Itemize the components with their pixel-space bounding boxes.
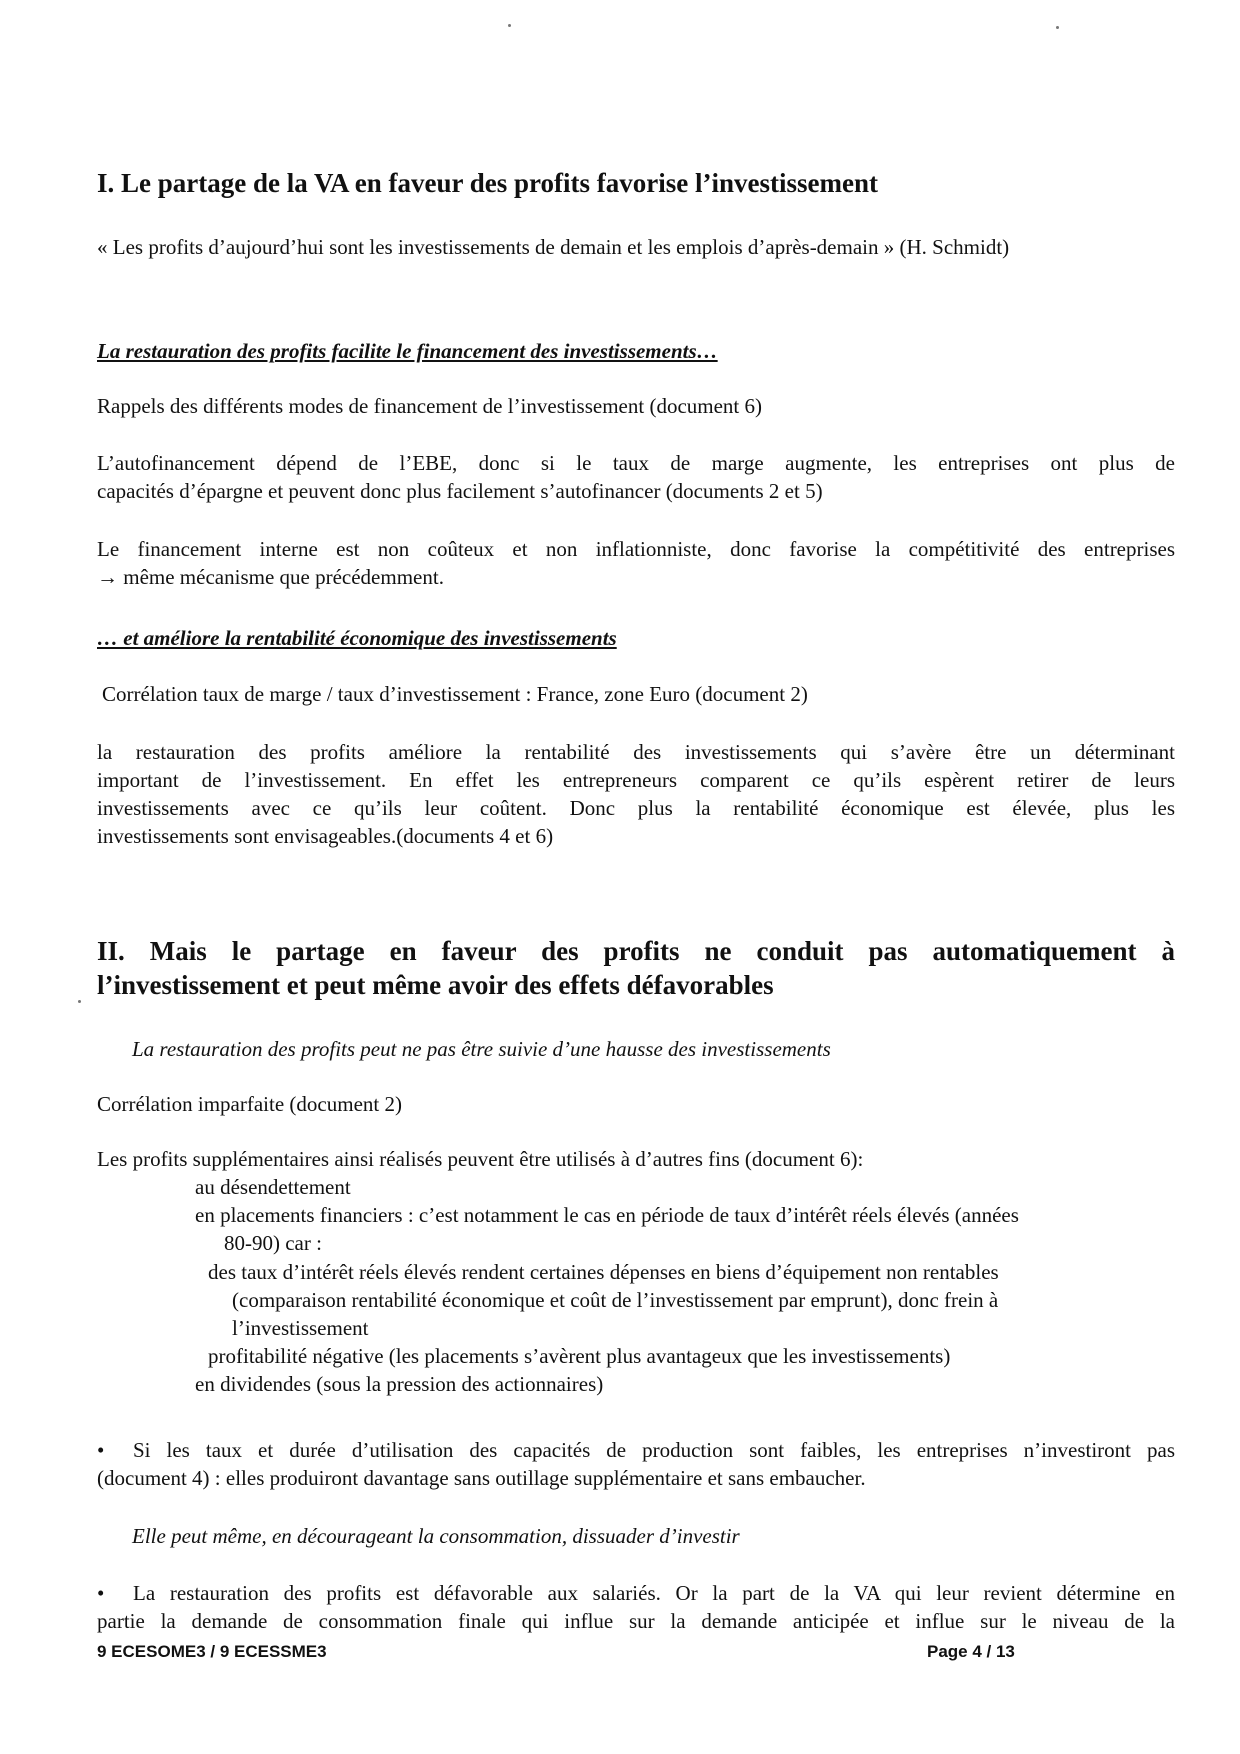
subheading-rentabilite: … et améliore la rentabilité économique des investissements	[97, 626, 617, 650]
paragraph: Corrélation taux de marge / taux d’investissement : France, zone Euro (document 2)	[102, 682, 808, 706]
list-item-continued: 80-90) car :	[224, 1231, 322, 1255]
text-line: investissements sont envisageables.(documents 4 et 6)	[97, 824, 554, 848]
paragraph	[97, 738, 1175, 850]
list-item: en dividendes (sous la pression des actionnaires)	[195, 1372, 604, 1396]
title-line: II. Mais le partage en faveur des profits ne conduit pas automatiquement à	[97, 936, 1175, 966]
text-line: investissements avec ce qu’ils leur coûtent. Donc plus la rentabilité économique est élevée, plus les	[97, 796, 1175, 820]
paragraph: Rappels des différents modes de financement de l’investissement (document 6)	[97, 394, 763, 418]
list-item: au désendettement	[195, 1175, 351, 1199]
list-item: en placements financiers : c’est notamment le cas en période de taux d’intérêt réels élevés (années	[195, 1203, 1019, 1227]
scan-speck	[78, 1000, 81, 1003]
list-item: profitabilité négative (les placements s’avèrent plus avantageux que les investissements)	[208, 1344, 951, 1368]
subheading-italic: La restauration des profits peut ne pas être suivie d’une hausse des investissements	[132, 1037, 831, 1061]
quote: « Les profits d’aujourd’hui sont les investissements de demain et les emplois d’après-demain » (H. Schmidt)	[97, 235, 1010, 259]
section-2-title	[97, 934, 1175, 1002]
list-item: des taux d’intérêt réels élevés rendent certaines dépenses en biens d’équipement non rentables	[208, 1260, 999, 1284]
subheading-financement: La restauration des profits facilite le financement des investissements…	[97, 339, 718, 363]
subheading-italic: Elle peut même, en décourageant la consommation, dissuader d’investir	[132, 1524, 740, 1548]
text-line: capacités d’épargne et peuvent donc plus facilement s’autofinancer (documents 2 et 5)	[97, 479, 823, 503]
text: Si les taux et durée d’utilisation des capacités de production sont faibles, les entreprises n’investiront pas	[133, 1438, 1175, 1462]
text-line: L’autofinancement dépend de l’EBE, donc si le taux de marge augmente, les entreprises ont plus de	[97, 451, 1175, 475]
text-line: partie la demande de consommation finale qui influe sur la demande anticipée et influe sur le niveau de la	[97, 1609, 1175, 1633]
bullet-icon: •	[97, 1581, 105, 1605]
paragraph: Les profits supplémentaires ainsi réalisés peuvent être utilisés à d’autres fins (document 6):	[97, 1147, 864, 1171]
exam-code: 9 ECESOME3 / 9 ECESSME3	[97, 1642, 327, 1661]
text-line: important de l’investissement. En effet les entrepreneurs comparent ce qu’ils espèrent retirer de leurs	[97, 768, 1175, 792]
text-line	[97, 1436, 1175, 1464]
list-item-continued: l’investissement	[232, 1316, 369, 1340]
bullet-paragraph	[97, 1436, 1175, 1492]
page-number: Page 4 / 13	[927, 1642, 1015, 1661]
bullet-paragraph	[97, 1579, 1175, 1635]
paragraph: Corrélation imparfaite (document 2)	[97, 1092, 402, 1116]
text: La restauration des profits est défavorable aux salariés. Or la part de la VA qui leur revient détermine en	[133, 1581, 1175, 1605]
list-item-continued: (comparaison rentabilité économique et coût de l’investissement par emprunt), donc frein à	[232, 1288, 999, 1312]
text-line: → même mécanisme que précédemment.	[97, 565, 444, 589]
paragraph	[97, 535, 1175, 591]
bullet-icon: •	[97, 1438, 105, 1462]
section-1-title: I. Le partage de la VA en faveur des profits favorise l’investissement	[97, 168, 878, 198]
paragraph	[97, 449, 1175, 505]
text-line: la restauration des profits améliore la rentabilité des investissements qui s’avère être un déterminant	[97, 740, 1175, 764]
scan-speck	[508, 24, 511, 27]
text-line: (document 4) : elles produiront davantage sans outillage supplémentaire et sans embaucher.	[97, 1466, 866, 1490]
title-line: l’investissement et peut même avoir des effets défavorables	[97, 970, 774, 1000]
text-line: Le financement interne est non coûteux et non inflationniste, donc favorise la compétitivité des entreprises	[97, 537, 1175, 561]
text-line	[97, 1579, 1175, 1607]
scan-speck	[1056, 26, 1059, 29]
